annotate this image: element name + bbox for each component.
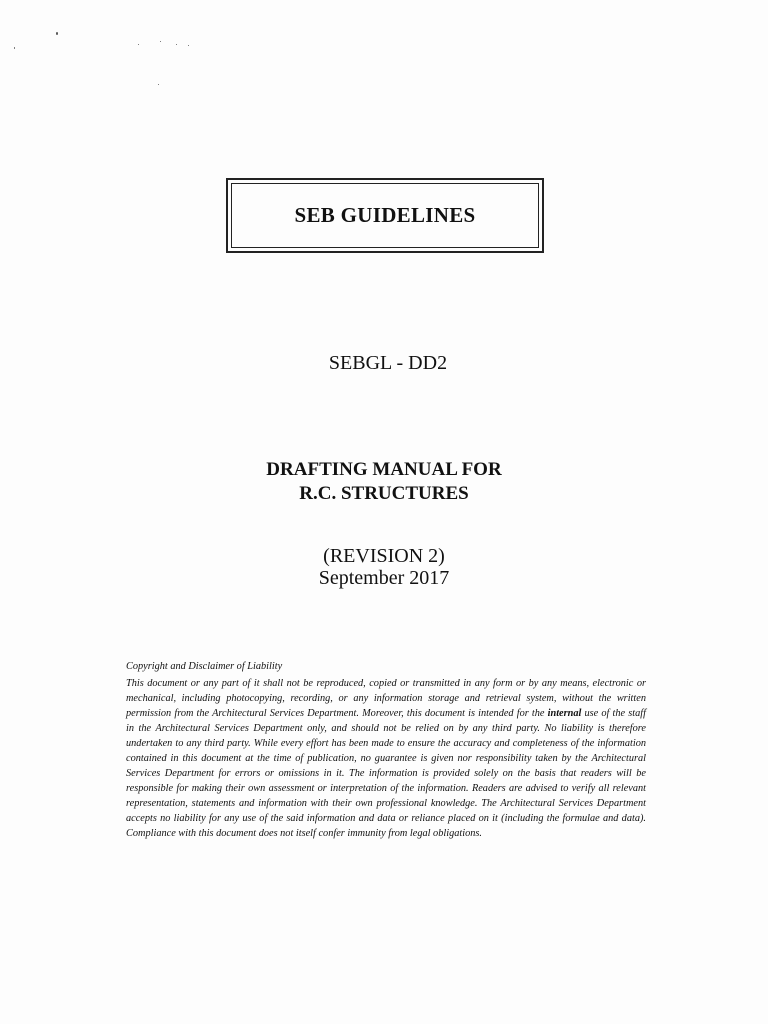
disclaimer-body	[126, 676, 646, 841]
publication-date: September 2017	[318, 567, 450, 589]
revision-block	[0, 545, 768, 589]
manual-title-line-2: R.C. STRUCTURES	[299, 483, 469, 504]
disclaimer-text-part-2: use of the staff in the Architectural Services Department only, and should not be relied on by any third party. No liability is therefore undertaken to any third party. While every effort has been made to ensure the accuracy and completeness of the information contained in this document at the time of publication, no guarantee is given nor responsibility taken by the Architectural Services Department for errors or omissions in it. The information is provided solely on the basis that readers will be responsible for making their own assessment or interpretation of the information. Readers are advised to verify all relevant representation, statements and information with their own professional knowledge. The Architectural Services Department accepts no liability for any use of the said information and data or reliance placed on it (including the formulae and data). Compliance with this document does not itself confer immunity from legal obligations.	[126, 708, 647, 839]
manual-title	[0, 458, 768, 506]
revision-label: (REVISION 2)	[323, 545, 445, 567]
scan-speck	[176, 44, 177, 45]
title-box-inner	[231, 183, 539, 248]
scan-speck	[56, 32, 58, 35]
disclaimer-emphasis: internal	[547, 708, 582, 719]
scan-speck	[160, 41, 161, 42]
disclaimer-section	[126, 659, 646, 841]
scan-speck	[188, 45, 189, 46]
manual-title-line-1: DRAFTING MANUAL FOR	[266, 459, 502, 480]
scan-speck	[158, 84, 159, 85]
scan-speck	[138, 44, 139, 45]
document-series-title: SEB GUIDELINES	[294, 203, 476, 227]
scan-speck	[14, 47, 15, 49]
disclaimer-heading: Copyright and Disclaimer of Liability	[126, 661, 283, 672]
disclaimer-text-part-1: This document or any part of it shall not be reproduced, copied or transmitted in any form or by any means, electronic or mechanical, including photocopying, recording, or any information storage and retrieval system, without the written permission from the Architectural Services Department. Moreover, this document is intended for the	[126, 678, 646, 719]
title-box	[226, 178, 544, 253]
document-code: SEBGL - DD2	[328, 352, 448, 374]
